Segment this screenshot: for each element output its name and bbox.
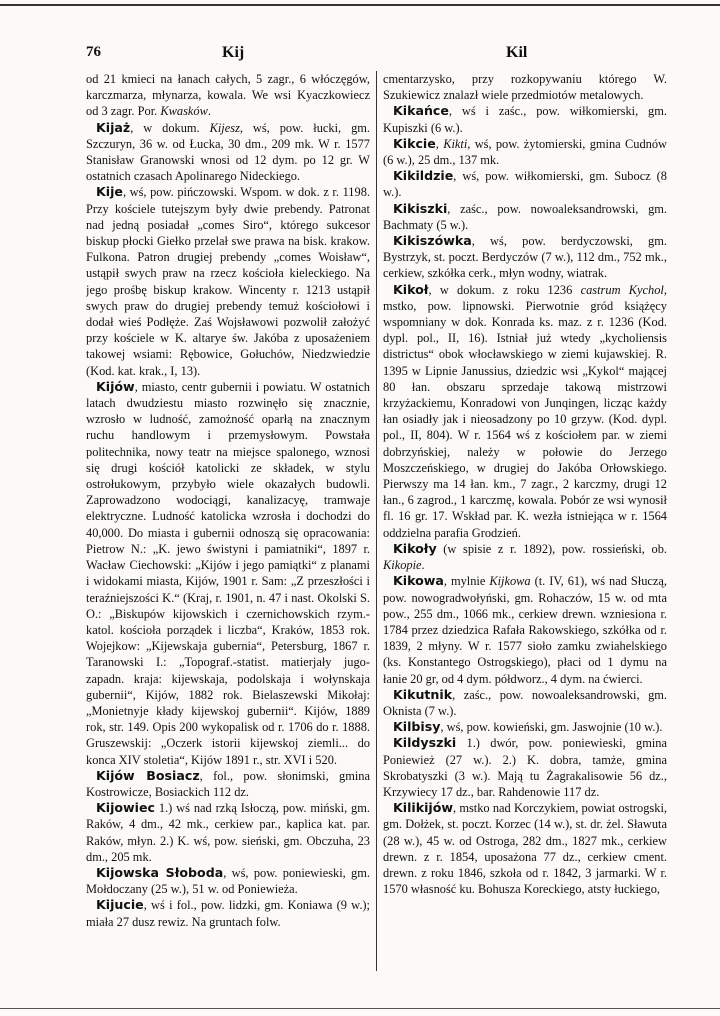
entry-text: , fol., pow. słonimski, gmina Kostrowicze, Bosiackich 112 dz. <box>86 768 370 799</box>
dictionary-entry <box>383 136 667 168</box>
dictionary-entry <box>383 687 667 719</box>
entry-text: , wś, pow. wiłkomierski, gm. Subocz (8 w.). <box>383 169 667 200</box>
dictionary-entry <box>383 735 667 800</box>
dictionary-entry <box>86 379 370 768</box>
entry-italic-text: Kikopie <box>383 558 422 573</box>
dictionary-entry <box>383 103 667 135</box>
entry-text-prefix: (w spisie z r. 1892), pow. rossieński, ob. <box>436 541 667 556</box>
entry-headword: Kikiszówka <box>393 233 472 249</box>
entry-headword: Kilikijów <box>393 800 454 816</box>
dictionary-entry <box>86 800 370 865</box>
dictionary-entry <box>383 233 667 282</box>
entry-text-prefix: , w dokum. z roku 1236 <box>428 282 581 297</box>
entry-text: , wś, pow. pińczowski. Wspom. w dok. z r. 1198. Przy kościele tutejszym były dwie prebendy. Patronat nad jedną posiadał „comes Siro“, którego sukcesor biskup płocki Giełko przelał swe prawa na bisk. krakow. Fulkona. Patron drugiej prebendy „comes Woisław“, ustąpił swych praw na rzecz kościoła kieleckiego. Na jego prośbę biskup krakow. Wincenty r. 1213 ustąpił swych praw do drugiej prebendy temuż kościołowi i dodał wieś Podłęże. Zaś Wojsławowi pozwolił założyć przy kościele w K. altarye św. Jakóba z uposażeniem takowej wsiami: Rębowice, Gołuchów, Niedzwiedzie (Kod. kat. krak., I, 13). <box>86 185 370 378</box>
entry-headword: Kijów <box>96 378 135 394</box>
entry-headword: Kije <box>96 184 123 200</box>
entry-headword: Kildyszki <box>393 735 457 751</box>
entry-italic-text: Kikti <box>443 136 468 151</box>
entry-text: , wś, pow. poniewieski, gm. Mołdoczany (25 w.), 51 w. od Poniewieża. <box>86 865 370 897</box>
entry-text: . <box>421 558 425 573</box>
entry-headword: Kikcie <box>393 135 436 151</box>
entry-italic-text: Kijesz <box>209 120 240 135</box>
dictionary-entry <box>383 541 667 573</box>
dictionary-entry <box>383 573 667 686</box>
continued-paragraph <box>86 71 370 120</box>
entry-text: , wś i fol., pow. lidzki, gm. Koniawa (9 w.); miała 27 dusz rewiz. Na gruntach folw. <box>86 898 370 929</box>
dictionary-entry <box>86 184 370 378</box>
entry-headword: Kijaż <box>96 119 131 135</box>
dictionary-entry <box>86 865 370 897</box>
entry-text: , wś, pow. berdyczowski, gm. Bystrzyk, st. poczt. Berdyczów (7 w.), 112 dm., 752 mk., cerkiew, szkółka cerk., młyn wodny, wiatrak. <box>383 234 667 281</box>
entry-italic-text: castrum Kychol <box>580 282 664 297</box>
entry-text: 1.) wś nad rzką Isłoczą, pow. miński, gm. Raków, 4 dm., 42 mk., cerkiew par., kaplica kat. par. Raków, młyn. 2.) K. wś, pow. sieński, gm. Obczuha, 23 dm., 205 mk. <box>86 801 370 864</box>
top-rule <box>0 4 720 6</box>
entry-headword: Kikoły <box>393 540 437 556</box>
entry-text: (t. IV, 61), wś nad Słuczą, pow. nowogradwołyński, gm. Rohaczów, 15 w. od mta pow., 255 dm., 1066 mk., cerkiew drewn. wzniesiona r. 1784 przez dziedzica Rafała Rakowskiego, szkółka od r. 1839, 2 młyny. W r. 1577 sioło zamku zwiahelskiego (ks. Konstantego Ostrogskiego), płaci od 1 dymu na łanie 20 gr, od 4 dym. półdworz., 4 dym. na ćwierci. <box>383 574 667 686</box>
entry-text: , wś, pow. łucki, gm. Szczuryn, 36 w. od Łucka, 30 dm., 209 mk. W r. 1577 Stanisław Granowski wnosi od 12 dym. po 12 gr. W ostatnich czasach Apolinarego Nideckiego. <box>86 120 370 184</box>
entry-headword: Kikańce <box>393 103 449 119</box>
entry-text: , wś, pow. żytomierski, gmina Cudnów (6 w.), 25 dm., 137 mk. <box>383 136 667 168</box>
dictionary-entry <box>383 201 667 233</box>
dictionary-entry <box>86 897 370 929</box>
dictionary-entry <box>86 768 370 800</box>
continued-paragraph <box>383 71 667 103</box>
dictionary-entry <box>383 800 667 897</box>
entry-text: , zaśc., pow. nowoaleksandrowski, gm. Bachmaty (5 w.). <box>383 201 667 232</box>
entry-text-prefix: , w dokum. <box>130 120 210 135</box>
entry-headword: Kijów Bosiacz <box>96 767 200 783</box>
left-running-title: Kij <box>222 44 245 61</box>
entry-italic-text: Kijkowa <box>489 574 531 589</box>
entry-italic-text: Kwasków <box>160 104 208 119</box>
right-running-title: Kil <box>506 44 528 61</box>
dictionary-entry <box>383 719 667 735</box>
entry-headword: Kijucie <box>96 897 144 913</box>
page-number: 76 <box>86 44 101 60</box>
column-divider <box>376 71 377 971</box>
entry-headword: Kikiszki <box>393 200 448 216</box>
entry-text: , zaśc., pow. nowoaleksandrowski, gm. Oknista (7 w.). <box>383 687 667 718</box>
entry-text: , wś i zaśc., pow. wiłkomierski, gm. Kupiszki (6 w.). <box>383 104 667 135</box>
dictionary-entry <box>383 168 667 200</box>
dictionary-entry <box>383 282 667 541</box>
entry-headword: Kilbisy <box>393 719 441 735</box>
entry-text-tail: . <box>207 104 211 119</box>
entry-text: , mstko, pow. lipnowski. Pierwotnie gród książęcy wspomniany w dok. Konrada ks. maz. z r. 1236 (Kod. dypl. pol., II, 16). Istniał już wtedy „kycholiensis districtus“ obok włocławskiego w ziemi kujawskiej. R. 1395 w Lipnie Janussius, dziedzic wsi „Kykol“ mającej 80 łan. obszaru sprzedaje takową mistrzowi krzyżackiemu, Konradowi von Junqingen, licząc każdy łan osiadły jak i nieosadzony po 10 grzyw. (Kod. dypl. pol., II, 804). W r. 1564 wś z kościołem par. w ziemi dobrzyńskiej, należy w połowie do Jerzego Moszczeńskiego, w drugiej do Jakóba Orłowskiego. Pierwszy ma 14 łan. km., 7 zagr., 2 karczmy, drugi 12 łan., 6 zagrod., 1 karczmę, kowala. Pobór ze wsi wynosił fl. 16 gr. 17. Wskład par. K. wezła istniejąca w r. 1564 oddzielna parafia Grodzień. <box>383 282 667 540</box>
entry-headword: Kikutnik <box>393 686 453 702</box>
entry-headword: Kijowska Słoboda <box>96 864 224 880</box>
entry-text: od 21 kmieci na łanach całych, 5 zagr., 6 włóczęgów, karczmarza, młynarza, kowala. We wsi Kyaczkowiecz od 3 zagr. Por. <box>86 72 370 119</box>
entry-headword: Kikildzie <box>393 168 454 184</box>
page-header <box>86 44 668 68</box>
entry-headword: Kijowiec <box>96 800 156 816</box>
entry-text: , mstko nad Korczykiem, powiat ostrogski, gm. Dołżek, st. poczt. Korzec (14 w.), st. dr. żel. Sławuta (28 w.), 45 w. od Ostroga, 282 dm., 1827 mk., cerkiew drewn. z r. 1854, uposażona 77 dz., cerkiew cment. drewn. z roku 1846, szkoła od r. 1842, 3 jarmarki. W r. 1570 własność ku. Bohusza Koreckiego, atsty łuckiego, <box>383 801 667 897</box>
entry-text: , wś, pow. kowieński, gm. Jaswojnie (10 w.). <box>440 720 663 735</box>
dictionary-entry <box>86 120 370 185</box>
entry-headword: Kikowa <box>393 573 444 589</box>
right-column <box>383 71 667 981</box>
entry-text-prefix: , mylnie <box>443 574 490 589</box>
left-column <box>86 71 370 981</box>
entry-text: , miasto, centr gubernii i powiatu. W ostatnich latach dwudziestu miasto rozwinęło się znacznie, wzrosło w ludność, zamożność oparłą na znacznym ruchu handlowym i przemysłowym. Powstała politechnika, nowy teatr na miejsce spalonego, wznosi się drugi kościół katolicki ze składek, w stylu ostrołukowym, przybyło wiele okazałych budowli. Zaprowadzono wodociągi, kanalizacyę, tramwaje elektryczne. Ludność katolicka wzrosła i dochodzi do 40,000. Do miasta i gubernii odnoszą się opracowania: Pietrow N.: „K. jewo świstyni i pamiatniki“, 1897 r. Wacław Ciechowski: „Kijów i jego pamiątki“ z planami i widokami miasta, Kijów, 1901 r. Sam: „Z przeszłości i teraźniejszości K.“ (Kraj, r. 1901, n. 47 i nast. Okolski S. O.: „Biskupów kijowskich i czernichowskich rzym.-katol. kościoła porządek i liczba“, Kraków, 1853 rok. Wojejkow: „Kijewskaja gubernia“, Petersburg, 1867 r. Taranowski I.: „Topograf.-statist. matierjały jugo-zapadn. kraja: kijewskaja, podolskaja i wołynskaja gubernii“, Kijów, 1882 rok. Bielaszewski Mikołaj: „Monietnyje kłady kijewskoj gubernii“. Kijów, 1889 rok, str. 149. Opis 200 wykopalisk od r. 1706 do r. 1888. Gruszewskij: „Oczerk istorii kijewskoj ziemli... do konca XIV stoletia“, Kijów 1891 r., str. XVI i 520. <box>86 379 370 767</box>
entry-headword: Kikoł <box>393 281 429 297</box>
bottom-rule <box>0 1008 720 1009</box>
entry-text-prefix: , <box>435 136 444 151</box>
entry-text: 1.) dwór, pow. poniewieski, gmina Poniewież (27 w.). 2.) K. dobra, tamże, gmina Skrobatyszki (3 w.). Mają tu Żagrakalisowie 56 dz., Krzywiecy 17 dz., bar. Rahdenowie 117 dz. <box>383 736 667 799</box>
entry-text: cmentarzysko, przy rozkopywaniu którego W. Szukiewicz znalazł wiele przedmiotów metalowych. <box>383 72 667 103</box>
